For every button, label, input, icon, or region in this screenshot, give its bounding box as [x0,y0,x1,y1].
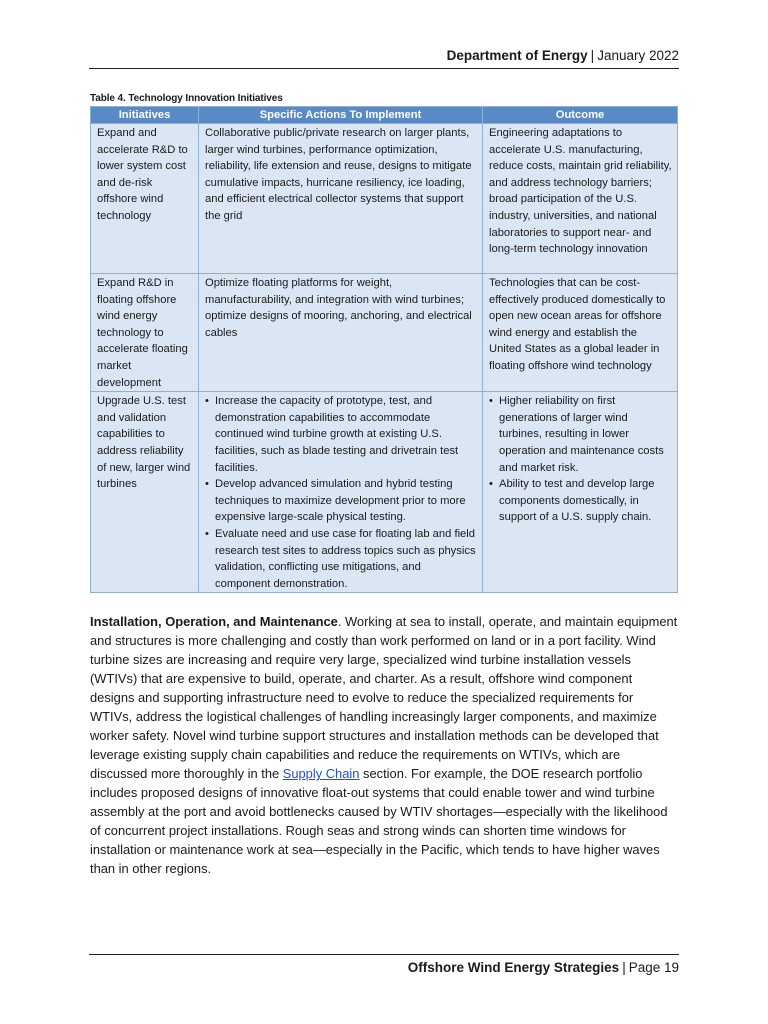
footer-title: Offshore Wind Energy Strategies [407,960,620,975]
list-item: • Ability to test and develop large components domestically, in support of a U.S. supply chain. [499,476,672,526]
initiative-cell: Upgrade U.S. test and validation capabilities to address reliability of new, larger wind turbines [91,392,199,593]
actions-list [205,393,477,592]
header-separator: | [590,48,595,63]
supply-chain-link[interactable]: Supply Chain [282,766,360,781]
outcome-list [489,393,672,526]
table-header-row [91,107,678,124]
body-paragraph [90,612,678,878]
page-number: Page 19 [628,960,679,975]
actions-cell: Optimize floating platforms for weight, manufacturability, and integration with wind turbines; optimize designs of mooring, anchoring, and electrical cables [199,274,483,392]
column-header-outcome: Outcome [483,107,678,124]
outcome-cell: Technologies that can be cost-effectively produced domestically to open new ocean areas for offshore wind energy and establish the United States as a global leader in floating offshore wind technology [483,274,678,392]
paragraph-text-continued: section. For example, the DOE research portfolio includes proposed designs of innovative float-out systems that could enable tower and wind turbine assembly at the port and avoid bottlenecks caused by WTIV shortages—especially with the likelihood of concurrent project installations. Rough seas and strong winds can shorten time windows for installation or maintenance work at sea—especially in the Pacific, which tends to have higher waves than in other regions. [90,766,668,876]
paragraph-text: . Working at sea to install, operate, and maintain equipment and structures is more challenging and costly than work performed on land or in a port facility. Wind turbine sizes are increasing and require very large, specialized wind turbine installation vessels (WTIVs) that are expensive to build, operate, and charter. As a result, offshore wind component designs and supporting infrastructure need to evolve to reduce the specialized requirements for WTIVs, address the logistical challenges of handling increasingly larger components, and maximize worker safety. Novel wind turbine support structures and installation methods can be developed that leverage existing supply chain capabilities and reduce the requirements on WTIVs, which are discussed more thoroughly in the [90,614,678,781]
header-date: January 2022 [597,48,679,63]
outcome-cell [483,392,678,593]
list-item: • Evaluate need and use case for floating lab and field research test sites to address topics such as physics validation, conflicting use mitigations, and component demonstration. [215,526,477,592]
table-caption: Table 4. Technology Innovation Initiatives [90,93,283,104]
header-org: Department of Energy [446,48,588,63]
outcome-cell: Engineering adaptations to accelerate U.S. manufacturing, reduce costs, maintain grid reliability, and address technology barriers; broad participation of the U.S. industry, universities, and national laboratories to support near- and long-term technology innovation [483,124,678,274]
page-header [89,46,679,69]
page-footer [89,954,679,979]
table-row [91,392,678,593]
footer-separator: | [622,960,626,975]
initiative-cell: Expand and accelerate R&D to lower system cost and de-risk offshore wind technology [91,124,199,274]
list-item: • Higher reliability on first generations of larger wind turbines, resulting in lower operation and maintenance costs and market risk. [499,393,672,476]
initiative-cell: Expand R&D in floating offshore wind energy technology to accelerate floating market development [91,274,199,392]
paragraph-lead: Installation, Operation, and Maintenance [90,614,338,629]
initiatives-table [90,106,678,593]
list-item: • Increase the capacity of prototype, test, and demonstration capabilities to accommodate continued wind turbine growth at existing U.S. facilities, such as blade testing and drivetrain test facilities. [215,393,477,476]
table-row [91,124,678,274]
list-item: • Develop advanced simulation and hybrid testing techniques to maximize development prior to more expensive large-scale physical testing. [215,476,477,526]
actions-cell: Collaborative public/private research on larger plants, larger wind turbines, performance optimization, reliability, life extension and reuse, designs to mitigate cumulative impacts, hurricane resiliency, ice loading, and efficient electrical collector systems that support the grid [199,124,483,274]
column-header-actions: Specific Actions To Implement [199,107,483,124]
actions-cell [199,392,483,593]
table-row [91,274,678,392]
column-header-initiatives: Initiatives [91,107,199,124]
